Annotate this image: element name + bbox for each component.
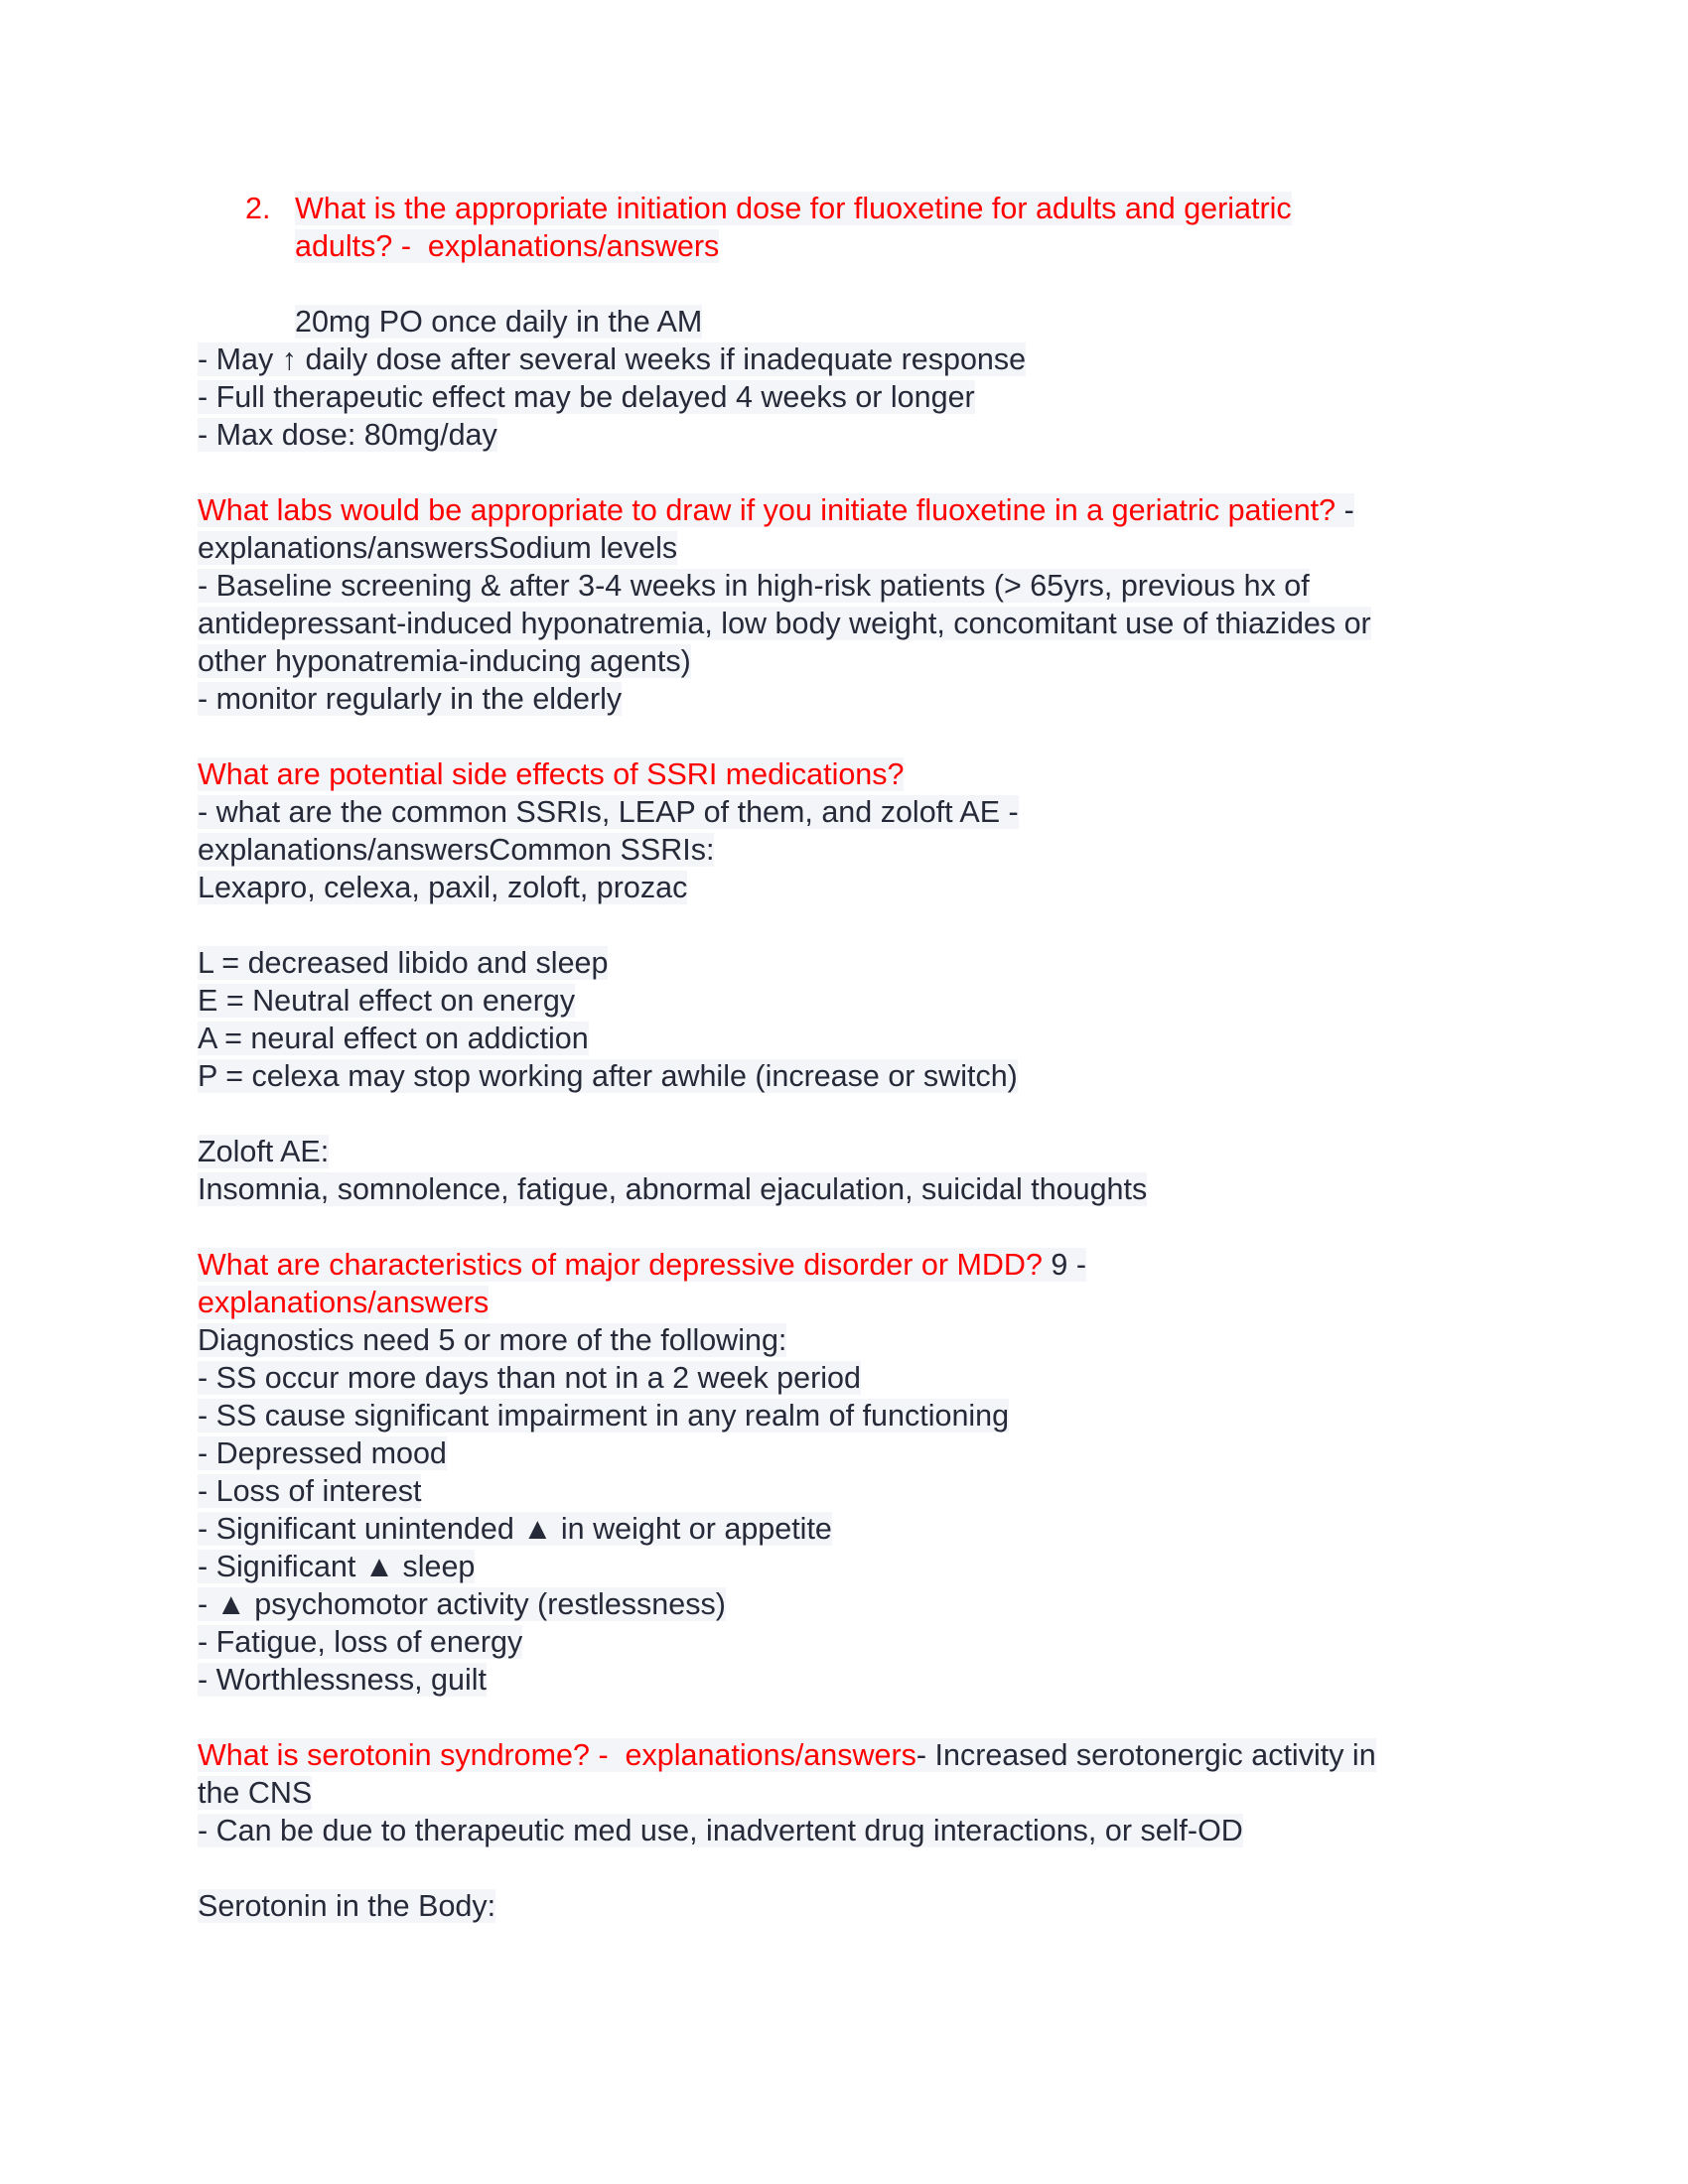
question-text: What are characteristics of major depressive disorder or MDD? <box>198 1248 1043 1282</box>
text-line <box>198 1020 1498 1057</box>
answer-text: A = neural effect on addiction <box>198 1022 589 1055</box>
text-line <box>198 1359 1498 1397</box>
text-line <box>198 1434 1498 1472</box>
answer-text: Diagnostics need 5 or more of the following: <box>198 1323 787 1357</box>
question-text: explanations/answers <box>198 1286 490 1319</box>
answer-text: - Significant unintended ▲ in weight or appetite <box>198 1512 832 1546</box>
blank-line <box>198 265 1498 303</box>
answer-text: 20mg PO once daily in the AM <box>295 305 703 339</box>
text-line <box>198 1246 1498 1284</box>
text-line <box>198 1510 1498 1548</box>
text-line <box>198 1133 1498 1170</box>
answer-text: - Depressed mood <box>198 1436 447 1470</box>
text-line <box>198 491 1498 529</box>
answer-text: - Baseline screening & after 3-4 weeks in high-risk patients (> 65yrs, previous hx of <box>198 569 1310 603</box>
text-line <box>198 1585 1498 1623</box>
answer-text: P = celexa may stop working after awhile (increase or switch) <box>198 1059 1018 1093</box>
answer-text: - what are the common SSRIs, LEAP of them, and zoloft AE - <box>198 795 1019 829</box>
text-line <box>198 1472 1498 1510</box>
answer-text: explanations/answersSodium levels <box>198 531 678 565</box>
text-line <box>198 341 1498 378</box>
text-line <box>198 869 1498 906</box>
answer-text: E = Neutral effect on energy <box>198 984 576 1018</box>
answer-text: 9 - <box>1042 1248 1086 1282</box>
text-line <box>198 567 1498 605</box>
text-line <box>198 1812 1498 1849</box>
text-line <box>198 982 1498 1020</box>
answer-text: - SS occur more days than not in a 2 week period <box>198 1361 861 1395</box>
answer-text: - <box>1336 493 1354 527</box>
text-line <box>198 378 1498 416</box>
question-text: What are potential side effects of SSRI medications? <box>198 757 905 791</box>
answer-text: - Loss of interest <box>198 1474 422 1508</box>
text-line <box>198 1623 1498 1661</box>
answer-text: other hyponatremia-inducing agents) <box>198 644 691 678</box>
text-line <box>198 1887 1498 1925</box>
blank-line <box>198 1208 1498 1246</box>
answer-text: - Max dose: 80mg/day <box>198 418 497 452</box>
answer-text: Insomnia, somnolence, fatigue, abnormal ejaculation, suicidal thoughts <box>198 1172 1148 1206</box>
question-text: adults? - explanations/answers <box>295 229 720 263</box>
answer-text: the CNS <box>198 1776 313 1810</box>
answer-text: - Full therapeutic effect may be delayed 4 weeks or longer <box>198 380 975 414</box>
document-page <box>198 190 1498 1925</box>
answer-text: - Worthlessness, guilt <box>198 1663 487 1697</box>
text-line <box>198 1397 1498 1434</box>
text-line <box>198 755 1498 793</box>
question-text: What is the appropriate initiation dose for fluoxetine for adults and geriatric <box>295 192 1292 225</box>
text-line <box>198 680 1498 718</box>
list-number: 2. <box>245 192 271 225</box>
blank-line <box>198 1699 1498 1736</box>
answer-text: Zoloft AE: <box>198 1135 330 1168</box>
answer-text: - SS cause significant impairment in any realm of functioning <box>198 1399 1010 1433</box>
answer-text: L = decreased libido and sleep <box>198 946 609 980</box>
text-line <box>198 944 1498 982</box>
text-line <box>198 1057 1498 1095</box>
text-line <box>198 831 1498 869</box>
text-line <box>198 529 1498 567</box>
blank-line <box>198 454 1498 491</box>
answer-text: antidepressant-induced hyponatremia, low body weight, concomitant use of thiazides or <box>198 607 1371 640</box>
answer-text: - Significant ▲ sleep <box>198 1550 476 1583</box>
text-line <box>198 303 1498 341</box>
text-line <box>198 1548 1498 1585</box>
text-line <box>198 1774 1498 1812</box>
blank-line <box>198 1095 1498 1133</box>
answer-text: - May ↑ daily dose after several weeks if inadequate response <box>198 342 1027 376</box>
blank-line <box>198 906 1498 944</box>
question-text: What is serotonin syndrome? - explanations/answers <box>198 1738 916 1772</box>
text-line <box>198 416 1498 454</box>
answer-text: - Can be due to therapeutic med use, inadvertent drug interactions, or self-OD <box>198 1814 1243 1847</box>
answer-text: - Increased serotonergic activity in <box>915 1738 1376 1772</box>
answer-text: Lexapro, celexa, paxil, zoloft, prozac <box>198 871 688 904</box>
answer-text: - ▲ psychomotor activity (restlessness) <box>198 1587 726 1621</box>
answer-text: Serotonin in the Body: <box>198 1889 496 1923</box>
text-line <box>198 1284 1498 1321</box>
answer-text: - monitor regularly in the elderly <box>198 682 623 716</box>
question-text: What labs would be appropriate to draw if you initiate fluoxetine in a geriatric patient? <box>198 493 1336 527</box>
blank-line <box>198 718 1498 755</box>
text-line <box>198 605 1498 642</box>
text-line <box>198 793 1498 831</box>
text-line <box>198 642 1498 680</box>
answer-text: explanations/answersCommon SSRIs: <box>198 833 715 867</box>
text-line <box>198 1170 1498 1208</box>
answer-text: - Fatigue, loss of energy <box>198 1625 523 1659</box>
text-line <box>198 1321 1498 1359</box>
text-line <box>198 227 1498 265</box>
text-line <box>198 1661 1498 1699</box>
text-line <box>198 190 1498 227</box>
text-line <box>198 1736 1498 1774</box>
blank-line <box>198 1849 1498 1887</box>
